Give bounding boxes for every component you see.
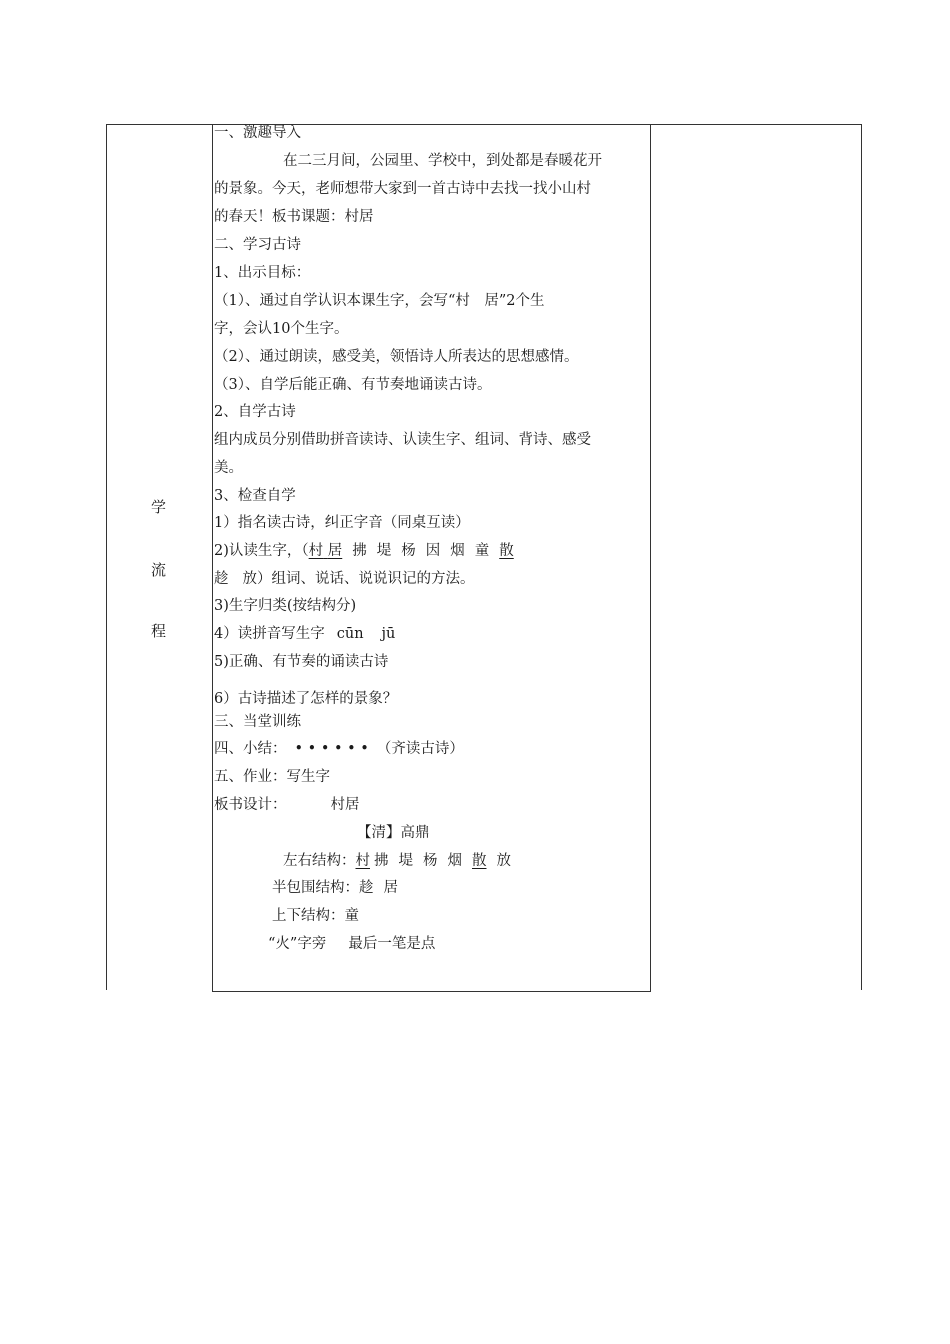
summary-tail: （齐读古诗） bbox=[376, 741, 464, 757]
tb-label: 上下结构： bbox=[272, 908, 345, 924]
step-2-title: 2、自学古诗 bbox=[214, 404, 296, 420]
content-cell-left-border bbox=[212, 124, 213, 992]
goal-1-line-1: （1）、通过自学认识本课生字，会写“村 居”2个生 bbox=[214, 293, 545, 309]
section-1-paragraph-line-3: 的春天！板书课题：村居 bbox=[214, 209, 374, 225]
goal-1-line-2: 字，会认10个生字。 bbox=[214, 321, 349, 337]
fire-note: “火”字旁 bbox=[268, 936, 327, 952]
half-char-ju: 居 bbox=[383, 880, 398, 896]
check-item-4-label: 4）读拼音写生字 bbox=[214, 626, 325, 642]
step-1-title: 1、出示目标： bbox=[214, 265, 311, 281]
char-cun: 村 bbox=[308, 543, 324, 559]
fire-radical-note bbox=[268, 935, 435, 953]
goal-2: （2）、通过朗读，感受美，领悟诗人所表达的思想感情。 bbox=[214, 349, 579, 365]
check-item-2-line-2 bbox=[214, 570, 475, 588]
content-cell-right-border bbox=[650, 124, 651, 992]
char-di: 堤 bbox=[376, 543, 392, 559]
lr-char-fu: 拂 bbox=[374, 853, 389, 869]
section-1-paragraph-line-1: 在二三月间，公园里、学校中，到处都是春暖花开 bbox=[283, 153, 602, 169]
section-1-title: 一、激趣导入 bbox=[214, 125, 301, 141]
fire-tail: 最后一笔是点 bbox=[348, 936, 436, 952]
summary-label: 四、小结： bbox=[214, 741, 287, 757]
sidebar-char-2: 流 bbox=[151, 561, 167, 579]
lr-char-fang: 放 bbox=[496, 853, 511, 869]
left-right-structure bbox=[283, 852, 511, 870]
sidebar-char-3: 程 bbox=[151, 622, 167, 640]
content-cell-bottom-border bbox=[212, 991, 651, 992]
half-enclosure-structure bbox=[272, 879, 398, 897]
group-work-line-2: 美。 bbox=[214, 460, 243, 476]
char-yang: 杨 bbox=[401, 543, 416, 559]
group-work-line-1: 组内成员分别借助拼音读诗、认读生字、组词、背诗、感受 bbox=[214, 432, 591, 448]
summary-dots: • • • • • • bbox=[294, 741, 369, 757]
char-yan: 烟 bbox=[450, 543, 465, 559]
goal-3: （3）、自学后能正确、有节奏地诵读古诗。 bbox=[214, 377, 492, 393]
char-fu: 拂 bbox=[352, 543, 367, 559]
board-title: 村居 bbox=[330, 797, 360, 813]
board-label: 板书设计： bbox=[214, 797, 287, 813]
board-design bbox=[214, 796, 360, 814]
lr-char-di: 堤 bbox=[398, 853, 413, 869]
check-item-1: 1）指名读古诗，纠正字音（同桌互读） bbox=[214, 515, 470, 531]
section-4-summary bbox=[214, 740, 464, 758]
lr-char-yang: 杨 bbox=[423, 853, 438, 869]
char-fang: 放 bbox=[242, 571, 257, 587]
lr-char-san: 散 bbox=[472, 853, 487, 869]
poem-author: 【清】高鼎 bbox=[357, 825, 430, 841]
check-item-3: 3)生字归类(按结构分) bbox=[214, 598, 357, 614]
pinyin-cun: cūn bbox=[336, 626, 364, 642]
check-item-4 bbox=[214, 625, 395, 643]
half-label: 半包围结构： bbox=[272, 880, 359, 896]
check-item-6: 6）古诗描述了怎样的景象？ bbox=[214, 691, 398, 707]
table-left-border bbox=[106, 124, 107, 990]
section-3-title: 三、当堂训练 bbox=[214, 714, 301, 730]
lr-char-cun: 村 bbox=[355, 853, 370, 869]
check-item-5: 5)正确、有节奏的诵读古诗 bbox=[214, 654, 389, 670]
section-5-homework: 五、作业：写生字 bbox=[214, 769, 330, 785]
char-ju: 居 bbox=[327, 543, 343, 559]
half-char-chen: 趁 bbox=[359, 880, 374, 896]
check-item-2-line-1 bbox=[214, 542, 514, 560]
char-san: 散 bbox=[499, 543, 514, 559]
sidebar-char-1: 学 bbox=[151, 498, 167, 516]
char-chen: 趁 bbox=[214, 571, 229, 587]
lr-char-yan: 烟 bbox=[447, 853, 462, 869]
section-2-title: 二、学习古诗 bbox=[214, 237, 301, 253]
top-bottom-structure bbox=[272, 907, 359, 925]
section-1-paragraph-line-2: 的景象。今天，老师想带大家到一首古诗中去找一找小山村 bbox=[214, 181, 591, 197]
char-tong: 童 bbox=[474, 543, 490, 559]
lr-label: 左右结构： bbox=[283, 853, 356, 869]
check-item-2-prefix: 2)认读生字，（ bbox=[214, 543, 309, 559]
tb-char-tong: 童 bbox=[344, 908, 359, 924]
pinyin-ju: jū bbox=[381, 626, 396, 642]
char-yin: 因 bbox=[425, 543, 441, 559]
check-item-2-rest: ）组词、说话、说说识记的方法。 bbox=[257, 571, 475, 587]
table-right-border bbox=[861, 124, 862, 990]
step-3-title: 3、检查自学 bbox=[214, 488, 296, 504]
